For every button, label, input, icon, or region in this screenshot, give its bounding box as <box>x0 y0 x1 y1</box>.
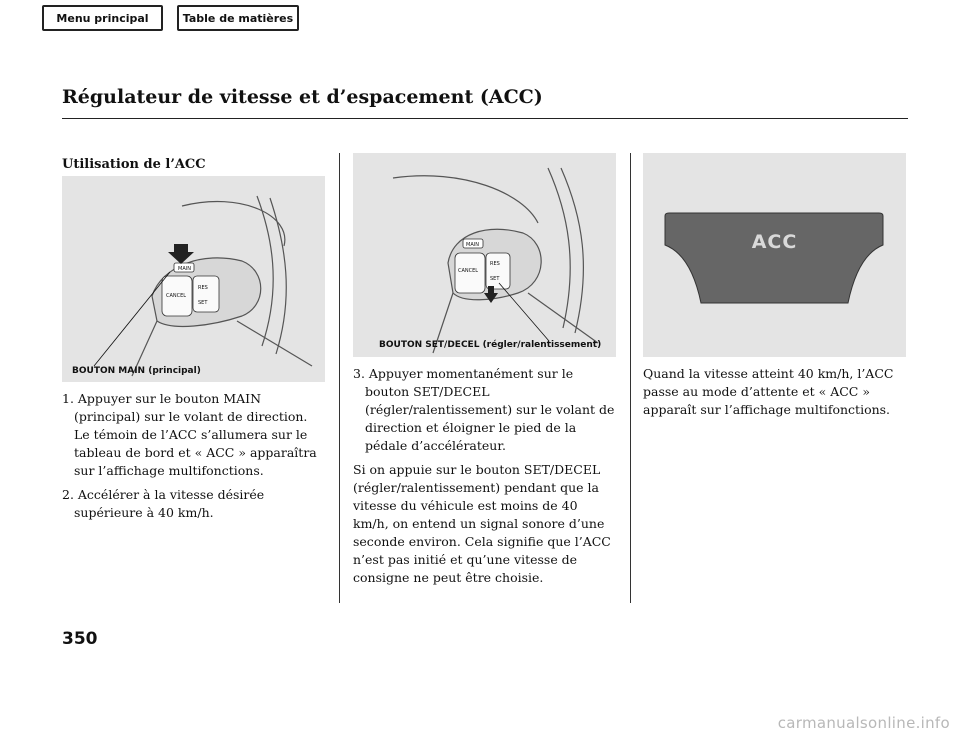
figure-acc-display <box>643 153 906 357</box>
standby-paragraph: Quand la vitesse atteint 40 km/h, l’ACC passe au mode d’attente et « ACC » apparaît sur l’affichage multifonctions. <box>643 366 894 417</box>
section-heading: Utilisation de l’ACC <box>62 157 206 172</box>
table-of-contents-button[interactable]: Table de matières <box>177 5 299 31</box>
note-paragraph: Si on appuie sur le bouton SET/DECEL (régler/ralentissement) pendant que la vitesse du véhicule est moins de 40 km/h, on entend un signal sonore d’une seconde environ. Cela signifie que l’ACC n’est pas initié et qu’une vitesse de consigne ne peut être choisie. <box>353 462 611 585</box>
title-divider <box>62 118 908 119</box>
page-title: Régulateur de vitesse et d’espacement (ACC) <box>62 86 543 108</box>
menu-principal-button[interactable]: Menu principal <box>42 5 163 31</box>
steering-wheel-illustration <box>353 153 616 357</box>
figure-caption-set-decel: BOUTON SET/DECEL (régler/ralentissement) <box>379 340 602 350</box>
step-1: 1. Appuyer sur le bouton MAIN (principal) sur le volant de direction. Le témoin de l’ACC s’allumera sur le tableau de bord et « ACC » apparaîtra sur l’affichage multifonctions. <box>62 391 317 478</box>
figure-caption-main: BOUTON MAIN (principal) <box>72 366 201 376</box>
column-1-text <box>62 390 326 528</box>
acc-display-text: ACC <box>751 231 798 253</box>
cancel-label: CANCEL <box>166 293 187 299</box>
step-3: 3. Appuyer momentanément sur le bouton SET/DECEL (régler/ralentissement) sur le volant de direction et éloigner le pied de la pédale d’accélérateur. <box>353 366 615 453</box>
display-illustration <box>643 153 906 357</box>
column-divider-1 <box>339 153 340 603</box>
res-label: RES <box>490 261 500 267</box>
column-2-text <box>353 365 617 593</box>
page-number: 350 <box>62 629 98 649</box>
step-2: 2. Accélérer à la vitesse désirée supérieure à 40 km/h. <box>62 487 265 520</box>
arrow-down-icon <box>168 244 194 264</box>
set-label: SET <box>490 276 500 282</box>
watermark: carmanualsonline.info <box>777 714 950 732</box>
column-divider-2 <box>630 153 631 603</box>
res-label: RES <box>198 285 208 291</box>
main-label: MAIN <box>178 266 191 272</box>
column-3-text <box>643 365 907 425</box>
main-label: MAIN <box>466 242 479 248</box>
figure-main-button <box>62 176 325 382</box>
set-label: SET <box>198 300 208 306</box>
cancel-label: CANCEL <box>458 268 479 274</box>
figure-set-decel-button <box>353 153 616 357</box>
steering-wheel-illustration <box>62 176 325 382</box>
